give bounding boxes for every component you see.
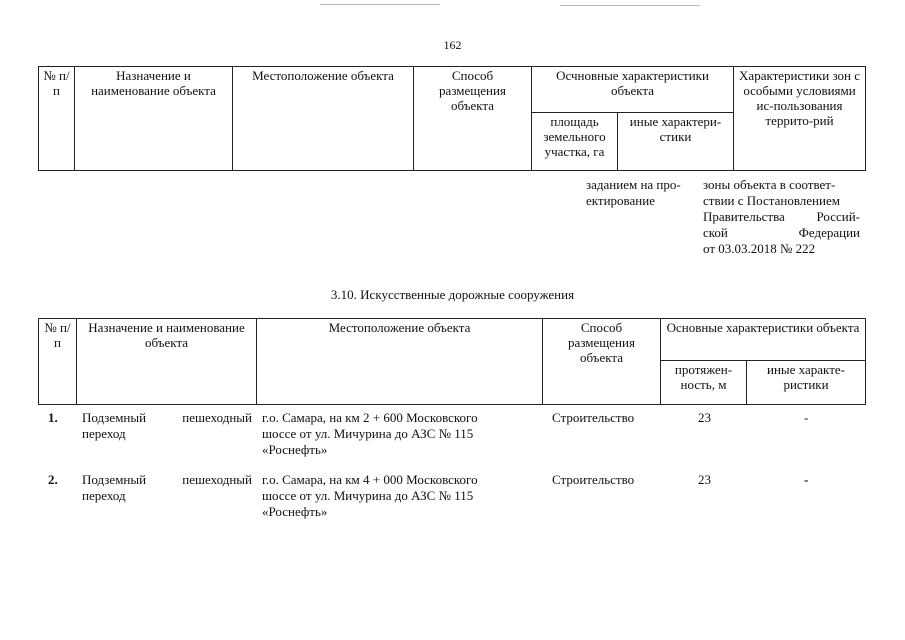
row-number: 1. bbox=[48, 410, 58, 425]
row-method: Строительство bbox=[552, 472, 635, 487]
row-other: - bbox=[804, 472, 809, 487]
col-header-number: № п/п bbox=[39, 67, 75, 171]
row-length: 23 bbox=[698, 472, 711, 487]
row-method: Строительство bbox=[552, 410, 635, 425]
scan-artifact-line bbox=[320, 4, 440, 5]
row-name: Подземный пешеходный переход bbox=[82, 472, 252, 503]
continuation-zones: зоны объекта в соответ- ствии с Постановлением Правительства Россий- ской Федерации от 03.03.2018 № 222 bbox=[703, 177, 860, 256]
scan-artifact-line bbox=[560, 5, 700, 6]
col-header-name: Назначение и наименование объекта bbox=[77, 319, 257, 405]
col-header-zones: Характеристики зон с особыми условиями ис-пользования террито-рий bbox=[734, 67, 866, 171]
col-header-main-characteristics: Основные характеристики объекта bbox=[661, 319, 866, 361]
row-number: 2. bbox=[48, 472, 58, 487]
road-structures-table-header bbox=[38, 318, 866, 405]
col-header-main-characteristics: Осчновные характеристики объекта bbox=[532, 67, 734, 113]
row-length: 23 bbox=[698, 410, 711, 425]
col-header-number: № п/п bbox=[39, 319, 77, 405]
col-header-area: площадь земельного участка, га bbox=[532, 113, 618, 171]
col-header-length: протяжен-ность, м bbox=[661, 361, 747, 405]
col-header-name: Назначение и наименование объекта bbox=[75, 67, 233, 171]
col-header-other: иные характе-ристики bbox=[747, 361, 866, 405]
objects-table-header bbox=[38, 66, 866, 171]
row-name: Подземный пешеходный переход bbox=[82, 410, 252, 441]
section-heading: 3.10. Искусственные дорожные сооружения bbox=[330, 287, 575, 302]
row-other: - bbox=[804, 410, 809, 425]
row-location: г.о. Самара, на км 2 + 600 Московского шоссе от ул. Мичурина до АЗС № 115 «Роснефть» bbox=[262, 410, 478, 457]
col-header-other: иные характери-стики bbox=[618, 113, 734, 171]
col-header-location: Местоположение объекта bbox=[257, 319, 543, 405]
col-header-method: Способ размещения объекта bbox=[414, 67, 532, 171]
page-number: 162 bbox=[443, 38, 462, 52]
col-header-location: Местоположение объекта bbox=[233, 67, 414, 171]
row-location: г.о. Самара, на км 4 + 000 Московского шоссе от ул. Мичурина до АЗС № 115 «Роснефть» bbox=[262, 472, 478, 519]
col-header-method: Способ размещения объекта bbox=[543, 319, 661, 405]
continuation-other: заданием на про- ектирование bbox=[586, 177, 681, 208]
